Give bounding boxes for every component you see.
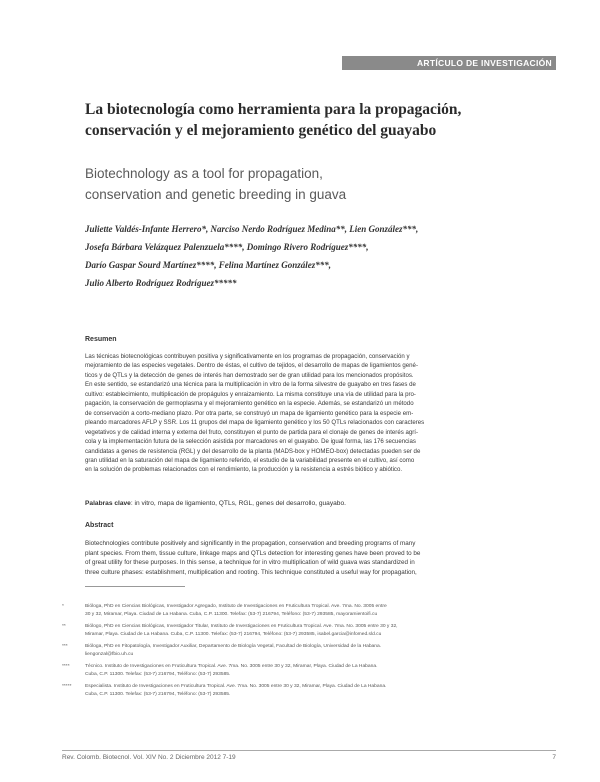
resumen-heading: Resumen [85,336,117,343]
title-english-line: conservation and genetic breeding in guava [85,187,347,202]
resumen-line: gran utilidad en la saturación del mapa de ligamiento referido, el estudio de la variabilidad presente en el cultivo, así como [85,456,415,464]
abstract-line: of great utility for these purposes. In this sense, a technique for in vitro multiplication of wild guava was standardized in [85,559,415,566]
footnote-line: Especialista. Instituto de Investigaciones en Fruticultura Tropical. Ave. 7ma. No. 3005 entre 30 y 32, Miramar, Playa. Ciudad de La Habana. [85,684,387,689]
resumen-line: ticos y de QTLs y la detección de genes de interés han demostrado ser de gran utilidad para los mencionados propósitos. [85,371,414,379]
footnote-line: Bióloga, PhD en Fitopatología, Investigador Auxiliar, Departamento de Biología Vegetal, Facultad de Biología, Universidad de la Habana. [85,644,382,649]
footnote-line: liengonzal@fbio.uh.cu [85,651,134,657]
footnote-divider [85,586,185,587]
resumen-line: en la solución de problemas relacionados con el rendimiento, la producción y la resistencia a estrés biótico y abiótico. [85,466,403,474]
footnote-line: Miramar, Playa. Ciudad de La Habana. Cuba, C.P. 11300. Telefax: (53-7) 216794, Teléfono: (53-7) 293585, isabel.garcia@infomed.sld.cu [85,631,382,637]
title-spanish-line: La biotecnología como herramienta para la propagación, [85,101,462,118]
abstract-line: three culture phases: establishment, multiplication and rooting. This technique constituted a useful way for propagation, [85,568,417,576]
resumen-line: candidatas a genes de resistencia (RGL) y del desarrollo de la planta (MADS-box y HOMEO-box) detectadas pueden ser de [85,447,421,455]
resumen-line: En este sentido, se estandarizó una técnica para la multiplicación in vitro de la forma silvestre de guayabo en tres fases de [85,381,416,389]
footnote [62,683,556,699]
abstract-line: plant species. From them, tissue culture, linkage maps and QTLs detection for interesting genes have been proved to be [85,549,421,557]
footnote-line: Técnico. Instituto de Investigaciones en Fruticultura Tropical. Ave. 7ma. No. 3005 entre 30 y 32, Miramar, Playa. Ciudad de La Habana. [85,664,378,669]
abstract-body [85,539,551,577]
footnote-line: Biólogo, PhD en Ciencias Biológicas, Investigador Titular, Instituto de Investigaciones en Fruticultura Tropical. Ave. 7ma. No. 3005 entre 30 y 32, [85,624,398,629]
title-spanish [85,99,555,141]
section-label-banner: ARTÍCULO DE INVESTIGACIÓN [342,56,556,70]
footer-divider [62,750,556,751]
author-line: Juliette Valdés-Infante Herrero*, Narciso Nerdo Rodríguez Medina**, Lien González***, [85,224,419,234]
keywords-label: Palabras clave [85,500,131,507]
footnote [62,663,556,679]
footnote-mark: * [62,604,64,609]
footnote-line: 30 y 32, Miramar, Playa. Ciudad de La Habana. Cuba, C.P. 11300. Telefax: (53-7) 216794, Teléfono: (53-7) 293585, mayoramientoifi.cu [85,611,378,617]
footnote [62,603,556,619]
resumen-line: pagación, la conservación de germoplasma y el mejoramiento genético en la especie. Además, se estandarizó un método [85,400,414,408]
author-list [85,220,555,292]
page-number: 7 [552,754,556,761]
footnote-mark: ***** [62,684,72,689]
footnote-line: Bióloga, PhD en Ciencias Biológicas, Investigador Agregado, Instituto de Investigaciones en Fruticultura Tropical. Ave. 7ma. No. 3005 entre [85,604,387,609]
footnote-line: Cuba, C.P. 11300. Telefax: (53-7) 216794, Teléfono: (53-7) 293585. [85,671,231,677]
resumen-line: cultivo: establecimiento, multiplicación de propágulos y enraizamiento. La misma constituye una vía de utilidad para la pro- [85,390,416,398]
resumen-line: vegetativos y de calidad interna y externa del fruto, constituyen el punto de partida para el clonaje de genes de interés agrí- [85,428,418,436]
author-line: Julio Alberto Rodríguez Rodríguez***** [85,278,237,288]
footnote [62,643,556,659]
footnote-mark: ** [62,624,66,629]
author-line: Josefa Bárbara Velázquez Palenzuela****, Domingo Rivero Rodríguez****, [85,242,369,252]
footnote-mark: *** [62,644,68,649]
resumen-line: pleando marcadores AFLP y SSR. Los 11 grupos del mapa de ligamiento genético y los 50 QTLs relacionados con caracteres [85,419,425,427]
resumen-body [85,352,551,475]
abstract-heading: Abstract [85,522,114,529]
resumen-line: de conservación a corto-mediano plazo. Por otra parte, se construyó un mapa de ligamiento genético para la especie em- [85,409,414,417]
title-spanish-line: conservación y el mejoramiento genético del guayabo [85,122,437,139]
journal-citation: Rev. Colomb. Biotecnol. Vol. XIV No. 2 Diciembre 2012 7-19 [62,754,236,761]
keywords [85,500,551,507]
footnote-line: Cuba, C.P. 11300. Telefax: (53-7) 216794, Teléfono: (53-7) 293585. [85,691,231,697]
author-line: Darío Gaspar Sourd Martínez****, Felina Martínez González***, [85,260,332,270]
footnote-mark: **** [62,664,70,669]
abstract-line: Biotechnologies contribute positively and significantly in the propagation, conservation and breeding programs of many [85,540,416,547]
title-english-line: Biotechnology as a tool for propagation, [85,166,323,181]
resumen-line: cola y la implementación futura de la selección asistida por marcadores en el guayabo. De igual forma, las 176 secuencias [85,438,416,446]
resumen-line: Las técnicas biotecnológicas contribuyen positiva y significativamente en los programas de propagación, conservación y [85,353,410,360]
footnote [62,623,556,639]
keywords-text: : in vitro, mapa de ligamiento, QTLs, RGL, genes del desarrollo, guayabo. [130,500,346,507]
title-english [85,163,555,205]
resumen-line: mejoramiento de las especies vegetales. Dentro de éstas, el cultivo de tejidos, el desarrollo de mapas de ligamientos gené- [85,362,418,370]
